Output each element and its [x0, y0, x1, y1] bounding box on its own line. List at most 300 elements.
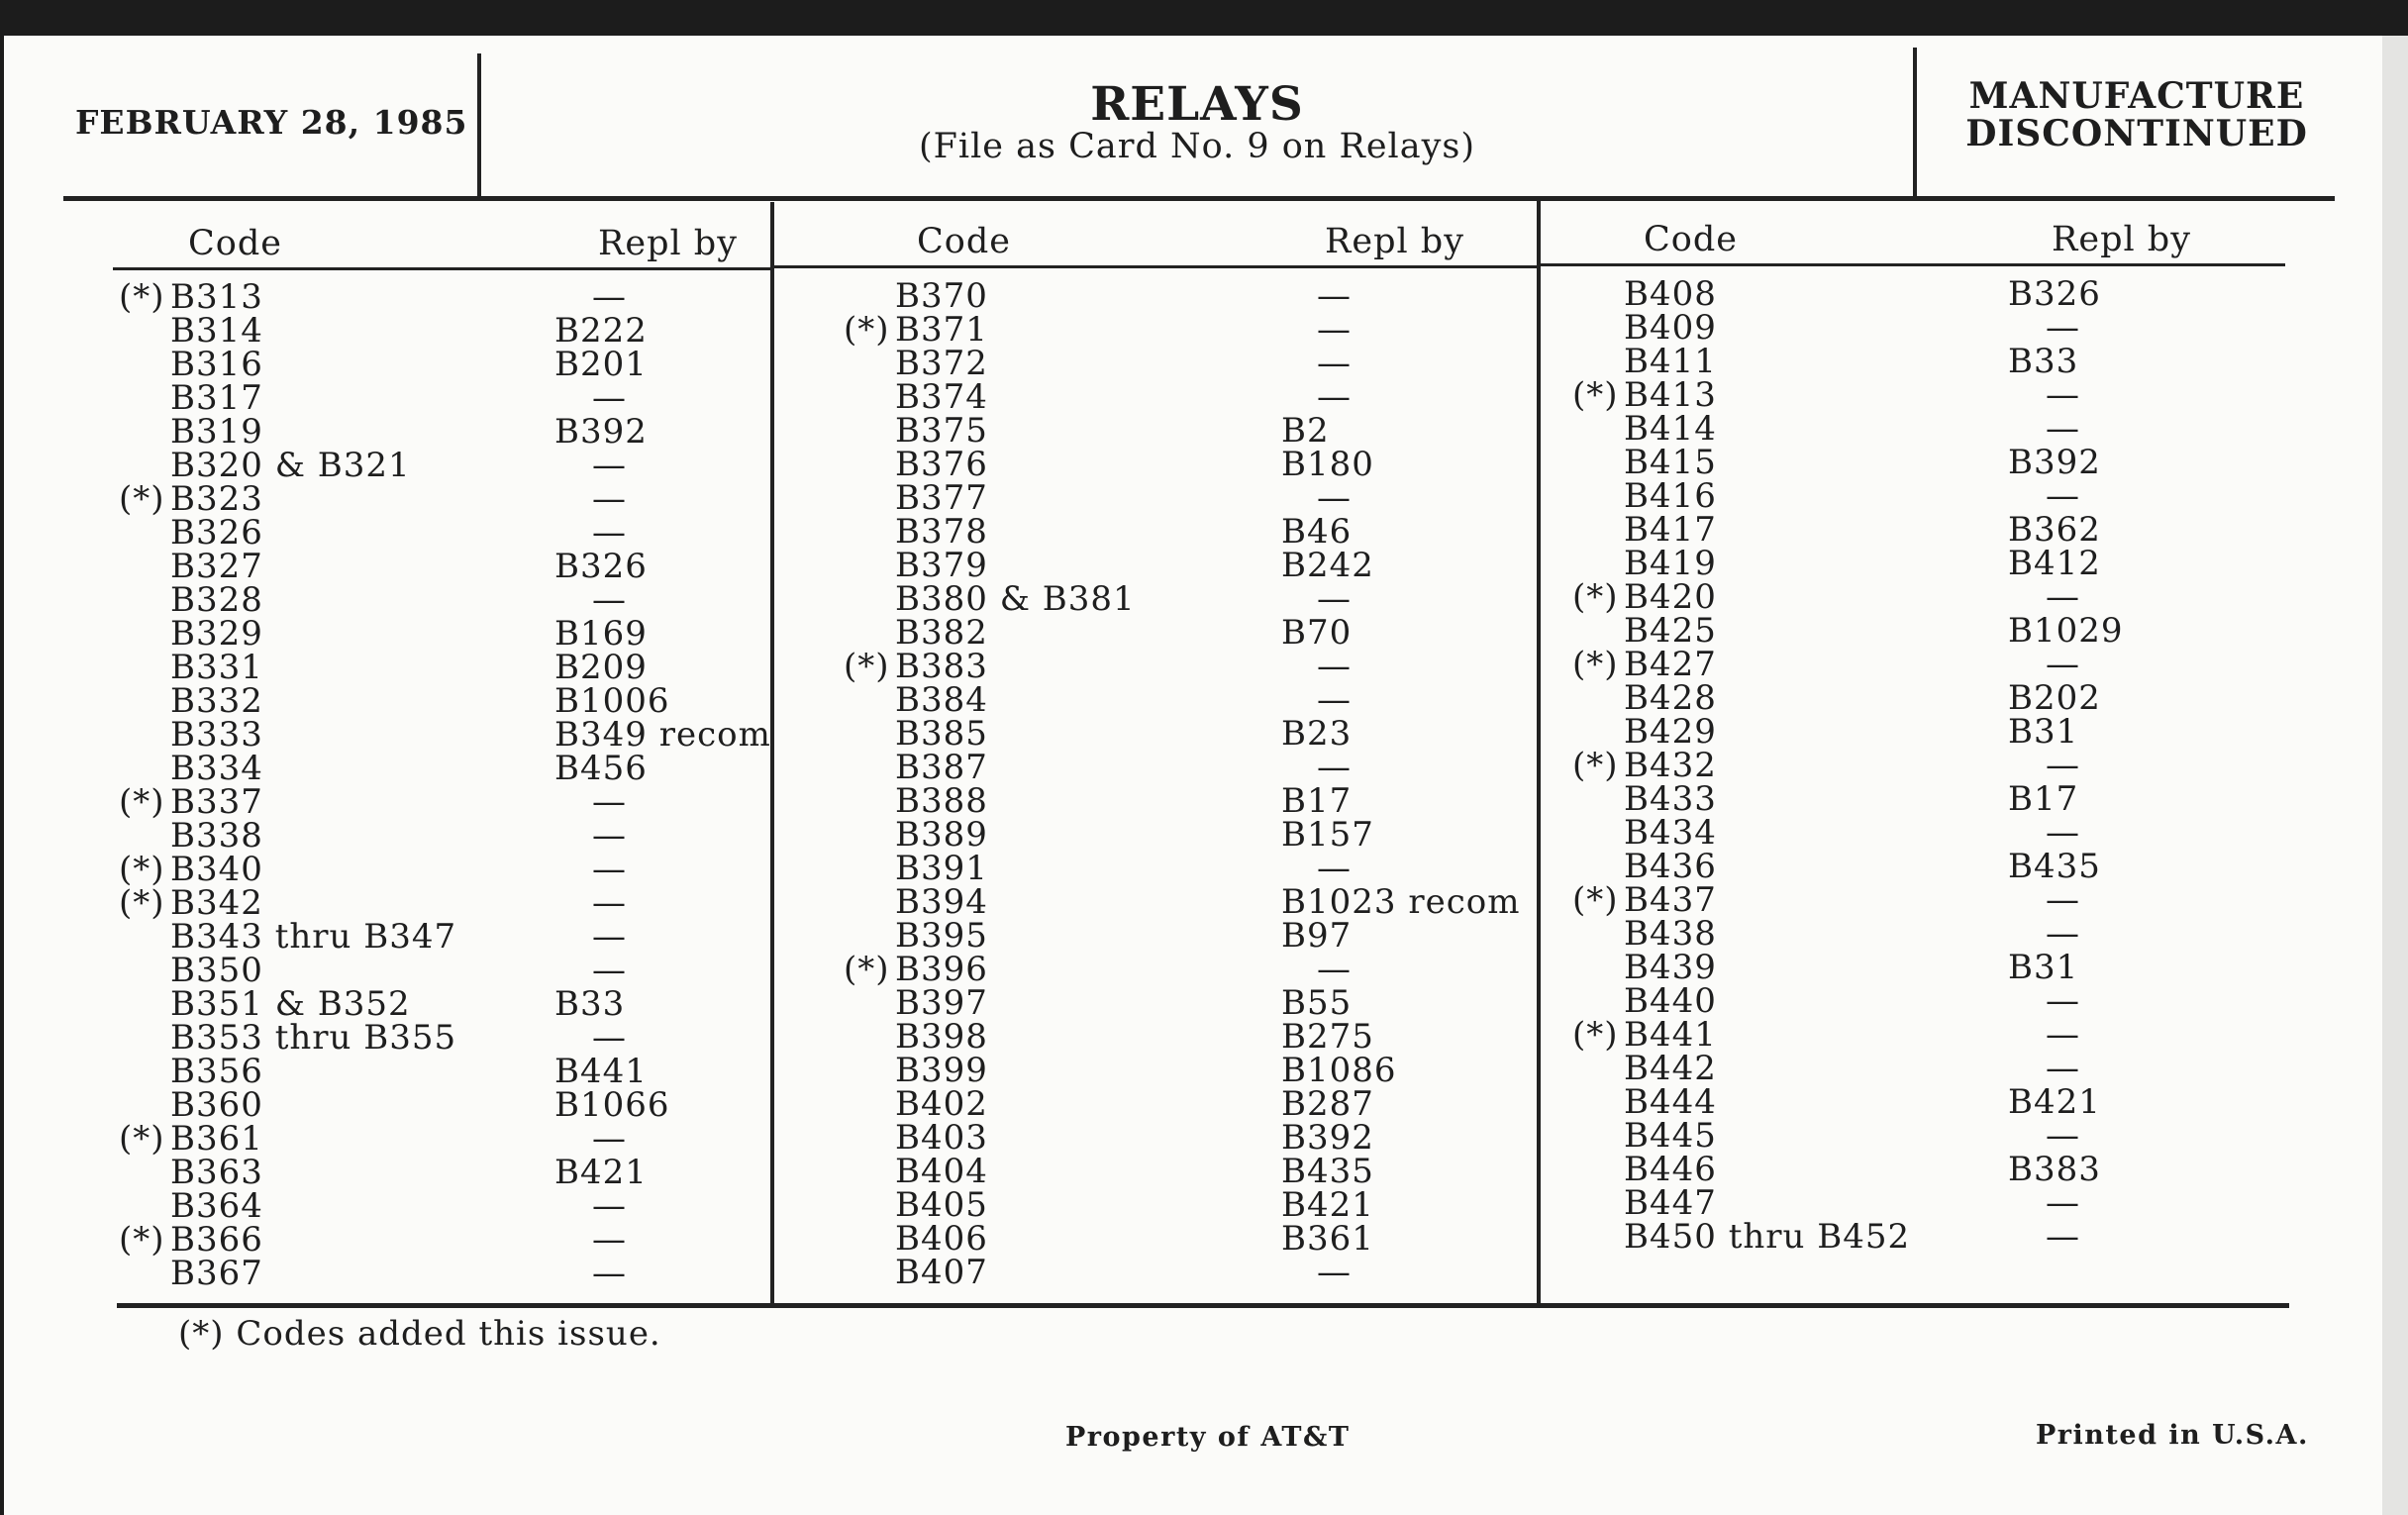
relay-column-3	[1572, 274, 2265, 1257]
added-marker: (*)	[1572, 375, 1619, 415]
table-row	[844, 1118, 1517, 1158]
table-row	[119, 648, 762, 687]
table-row	[1572, 1217, 2265, 1257]
relay-code: B446	[1624, 1150, 1717, 1189]
relay-code: B399	[895, 1051, 988, 1090]
added-marker: (*)	[1572, 746, 1619, 785]
replacement-code: B392	[2008, 443, 2101, 482]
table-row	[119, 850, 762, 889]
column-header-rule-2	[774, 265, 1539, 268]
replacement-code: —	[1317, 849, 1352, 888]
table-row	[1572, 948, 2265, 987]
relay-code: B402	[895, 1084, 988, 1124]
header-rule	[63, 196, 2335, 201]
replacement-code: B435	[2008, 847, 2101, 886]
relay-code: B389	[895, 815, 988, 855]
col1-code-header: Code	[188, 224, 282, 263]
table-row	[119, 1220, 762, 1260]
replacement-code: B31	[2008, 712, 2079, 752]
relay-code: B328	[170, 580, 263, 620]
table-row	[119, 311, 762, 351]
relay-code: B364	[170, 1186, 263, 1226]
replacement-code: B157	[1281, 815, 1374, 855]
relay-code: B334	[170, 749, 263, 788]
table-row	[119, 412, 762, 452]
replacement-code: B349 recom	[554, 715, 771, 755]
replacement-code: B287	[1281, 1084, 1374, 1124]
relay-code: B417	[1624, 510, 1717, 550]
relay-code: B444	[1624, 1082, 1717, 1122]
col2-code-header: Code	[917, 222, 1011, 261]
table-row	[844, 680, 1517, 720]
page-subtitle: (File as Card No. 9 on Relays)	[918, 127, 1475, 166]
footnote: (*) Codes added this issue.	[178, 1314, 661, 1354]
replacement-code: —	[2046, 645, 2080, 684]
table-row	[844, 1185, 1517, 1225]
added-marker: (*)	[1572, 880, 1619, 920]
replacement-code: B70	[1281, 613, 1353, 653]
table-row	[1572, 342, 2265, 381]
table-row	[119, 580, 762, 620]
table-row	[119, 1153, 762, 1192]
property-notice: Property of AT&T	[1065, 1422, 1351, 1453]
relay-code: B433	[1624, 779, 1717, 819]
relay-code: B427	[1624, 645, 1717, 684]
replacement-code: —	[2046, 375, 2080, 415]
replacement-code: B392	[1281, 1118, 1374, 1158]
relay-code: B436	[1624, 847, 1717, 886]
relay-code: B331	[170, 648, 263, 687]
relay-code: B338	[170, 816, 263, 856]
table-row	[1572, 813, 2265, 853]
table-row	[1572, 409, 2265, 449]
table-row	[844, 1084, 1517, 1124]
table-row	[119, 681, 762, 721]
added-marker: (*)	[119, 277, 165, 317]
relay-code: B340	[170, 850, 263, 889]
relay-code: B323	[170, 479, 263, 519]
replacement-code: —	[1317, 950, 1352, 989]
replacement-code: —	[1317, 276, 1352, 316]
relay-code: B391	[895, 849, 988, 888]
column-divider-1	[770, 202, 774, 1307]
replacement-code: —	[592, 1018, 627, 1058]
replacement-code: —	[2046, 1049, 2080, 1088]
table-row	[1572, 712, 2265, 752]
added-marker: (*)	[119, 1119, 165, 1159]
relay-code: B388	[895, 781, 988, 821]
replacement-code: —	[592, 850, 627, 889]
relay-code: B420	[1624, 577, 1717, 617]
status-stamp	[1919, 77, 2355, 152]
relay-code: B337	[170, 782, 263, 822]
replacement-code: —	[592, 816, 627, 856]
replacement-code: —	[2046, 577, 2080, 617]
relay-code: B317	[170, 378, 263, 418]
table-row	[119, 917, 762, 957]
table-row	[1572, 274, 2265, 314]
added-marker: (*)	[119, 883, 165, 923]
table-row	[119, 984, 762, 1024]
relay-code: B450 thru B452	[1624, 1217, 1911, 1257]
replacement-code: B392	[554, 412, 648, 452]
replacement-code: —	[1317, 310, 1352, 350]
replacement-code: B23	[1281, 714, 1353, 754]
relay-code: B397	[895, 983, 988, 1023]
table-row	[1572, 308, 2265, 348]
column-header-rule-1	[113, 267, 772, 270]
replacement-code: —	[2046, 1183, 2080, 1223]
relay-code: B375	[895, 411, 988, 451]
replacement-code: B1066	[554, 1085, 670, 1125]
printed-notice: Printed in U.S.A.	[2036, 1420, 2309, 1451]
replacement-code: B17	[2008, 779, 2079, 819]
relay-code: B319	[170, 412, 263, 452]
table-row	[1572, 678, 2265, 718]
issue-date: FEBRUARY 28, 1985	[75, 103, 468, 142]
status-line-1: MANUFACTURE	[1968, 75, 2305, 117]
table-row	[119, 749, 762, 788]
table-row	[1572, 914, 2265, 954]
replacement-code: B421	[554, 1153, 648, 1192]
replacement-code: —	[592, 513, 627, 553]
table-row	[119, 1052, 762, 1091]
added-marker: (*)	[844, 950, 890, 989]
table-row	[119, 345, 762, 384]
table-row	[119, 277, 762, 317]
table-row	[119, 1186, 762, 1226]
relay-code: B376	[895, 445, 988, 484]
relay-column-1	[119, 277, 771, 1293]
relay-code: B343 thru B347	[170, 917, 457, 957]
replacement-code: B326	[2008, 274, 2101, 314]
replacement-code: —	[2046, 409, 2080, 449]
replacement-code: —	[592, 782, 627, 822]
table-row	[844, 815, 1517, 855]
table-row	[1572, 375, 2265, 415]
added-marker: (*)	[119, 782, 165, 822]
replacement-code: B222	[554, 311, 648, 351]
table-row	[119, 378, 762, 418]
table-row	[844, 950, 1517, 989]
relay-code: B380 & B381	[895, 579, 1136, 619]
relay-code: B314	[170, 311, 263, 351]
table-row	[844, 276, 1517, 316]
table-row	[844, 983, 1517, 1023]
relay-code: B374	[895, 377, 988, 417]
table-row	[119, 479, 762, 519]
relay-code: B405	[895, 1185, 988, 1225]
relay-code: B379	[895, 546, 988, 585]
replacement-code: B1029	[2008, 611, 2124, 651]
relay-code: B316	[170, 345, 263, 384]
replacement-code: —	[1317, 478, 1352, 518]
relay-code: B398	[895, 1017, 988, 1057]
relay-code: B425	[1624, 611, 1717, 651]
relay-code: B332	[170, 681, 263, 721]
status-line-2: DISCONTINUED	[1965, 113, 2308, 154]
relay-code: B419	[1624, 544, 1717, 583]
table-row	[844, 849, 1517, 888]
replacement-code: B362	[2008, 510, 2101, 550]
replacement-code: —	[592, 479, 627, 519]
relay-code: B414	[1624, 409, 1717, 449]
replacement-code: —	[1317, 748, 1352, 787]
table-row	[1572, 476, 2265, 516]
table-row	[844, 546, 1517, 585]
replacement-code: —	[1317, 579, 1352, 619]
table-row	[119, 816, 762, 856]
relay-code: B394	[895, 882, 988, 922]
replacement-code: B1086	[1281, 1051, 1397, 1090]
table-row	[119, 547, 762, 586]
replacement-code: —	[592, 1186, 627, 1226]
added-marker: (*)	[119, 1220, 165, 1260]
table-row	[119, 1254, 762, 1293]
table-row	[1572, 611, 2265, 651]
table-row	[1572, 1015, 2265, 1055]
table-row	[119, 513, 762, 553]
relay-code: B429	[1624, 712, 1717, 752]
relay-code: B441	[1624, 1015, 1717, 1055]
replacement-code: —	[592, 580, 627, 620]
page-title: RELAYS	[1090, 77, 1304, 132]
replacement-code: B441	[554, 1052, 648, 1091]
relay-code: B363	[170, 1153, 263, 1192]
table-row	[1572, 779, 2265, 819]
table-row	[844, 310, 1517, 350]
replacement-code: B421	[1281, 1185, 1374, 1225]
replacement-code: B202	[2008, 678, 2101, 718]
replacement-code: B275	[1281, 1017, 1374, 1057]
table-row	[844, 882, 1521, 922]
relay-code: B327	[170, 547, 263, 586]
relay-code: B366	[170, 1220, 263, 1260]
replacement-code: —	[592, 277, 627, 317]
table-row	[119, 715, 771, 755]
replacement-code: —	[2046, 813, 2080, 853]
table-row	[844, 748, 1517, 787]
added-marker: (*)	[844, 647, 890, 686]
relay-code: B370	[895, 276, 988, 316]
table-row	[844, 1152, 1517, 1191]
relay-code: B350	[170, 951, 263, 990]
relay-code: B415	[1624, 443, 1717, 482]
replacement-code: B55	[1281, 983, 1353, 1023]
relay-code: B377	[895, 478, 988, 518]
replacement-code: —	[592, 917, 627, 957]
replacement-code: —	[1317, 680, 1352, 720]
replacement-code: B33	[2008, 342, 2079, 381]
table-row	[844, 647, 1517, 686]
relay-code: B437	[1624, 880, 1717, 920]
replacement-code: —	[592, 883, 627, 923]
replacement-code: —	[2046, 308, 2080, 348]
relay-code: B361	[170, 1119, 263, 1159]
replacement-code: B361	[1281, 1219, 1374, 1259]
col1-repl-header: Repl by	[598, 224, 738, 263]
table-row	[844, 377, 1517, 417]
replacement-code: —	[1317, 647, 1352, 686]
replacement-code: B201	[554, 345, 648, 384]
replacement-code: —	[592, 446, 627, 485]
table-row	[119, 614, 762, 654]
added-marker: (*)	[119, 850, 165, 889]
table-row	[844, 1219, 1517, 1259]
table-row	[844, 714, 1517, 754]
table-row	[119, 1018, 762, 1058]
table-row	[1572, 1150, 2265, 1189]
relay-code: B353 thru B355	[170, 1018, 457, 1058]
table-row	[844, 445, 1517, 484]
replacement-code: B97	[1281, 916, 1353, 956]
replacement-code: —	[2046, 746, 2080, 785]
replacement-code: —	[1317, 344, 1352, 383]
added-marker: (*)	[1572, 645, 1619, 684]
table-row	[1572, 981, 2265, 1021]
relay-column-2	[844, 276, 1521, 1292]
table-row	[844, 478, 1517, 518]
replacement-code: B412	[2008, 544, 2101, 583]
replacement-code: B209	[554, 648, 648, 687]
table-row	[1572, 1183, 2265, 1223]
header-divider-right	[1913, 48, 1917, 196]
relay-code: B360	[170, 1085, 263, 1125]
relay-code: B434	[1624, 813, 1717, 853]
replacement-code: —	[592, 1254, 627, 1293]
replacement-code: B1023 recom	[1281, 882, 1521, 922]
replacement-code: —	[2046, 1015, 2080, 1055]
table-row	[844, 613, 1517, 653]
table-row	[1572, 645, 2265, 684]
replacement-code: B46	[1281, 512, 1353, 552]
relay-code: B416	[1624, 476, 1717, 516]
table-row	[844, 1253, 1517, 1292]
table-row	[119, 951, 762, 990]
table-row	[844, 781, 1517, 821]
replacement-code: —	[592, 1220, 627, 1260]
relay-code: B385	[895, 714, 988, 754]
table-row	[1572, 510, 2265, 550]
table-row	[1572, 443, 2265, 482]
table-row	[1572, 577, 2265, 617]
replacement-code: —	[2046, 476, 2080, 516]
table-row	[1572, 1049, 2265, 1088]
relay-code: B329	[170, 614, 263, 654]
col2-repl-header: Repl by	[1325, 222, 1464, 261]
table-row	[119, 446, 762, 485]
relay-code: B407	[895, 1253, 988, 1292]
table-row	[844, 916, 1517, 956]
table-row	[1572, 544, 2265, 583]
table-row	[1572, 847, 2265, 886]
relay-code: B408	[1624, 274, 1717, 314]
table-row	[119, 883, 762, 923]
relay-code: B445	[1624, 1116, 1717, 1156]
relay-code: B440	[1624, 981, 1717, 1021]
table-row	[1572, 880, 2265, 920]
table-row	[844, 579, 1517, 619]
replacement-code: B421	[2008, 1082, 2101, 1122]
replacement-code: —	[2046, 981, 2080, 1021]
relay-code: B351 & B352	[170, 984, 411, 1024]
relay-code: B342	[170, 883, 263, 923]
relay-code: B406	[895, 1219, 988, 1259]
column-header-rule-3	[1541, 263, 2285, 266]
relay-code: B383	[895, 647, 988, 686]
table-row	[119, 782, 762, 822]
relay-code: B313	[170, 277, 263, 317]
relay-code: B320 & B321	[170, 446, 411, 485]
table-bottom-rule	[117, 1303, 2289, 1308]
replacement-code: B456	[554, 749, 648, 788]
table-row	[119, 1085, 762, 1125]
relay-code: B372	[895, 344, 988, 383]
table-row	[1572, 1082, 2265, 1122]
replacement-code: B17	[1281, 781, 1353, 821]
added-marker: (*)	[119, 479, 165, 519]
relay-code: B371	[895, 310, 988, 350]
replacement-code: B383	[2008, 1150, 2101, 1189]
relay-code: B447	[1624, 1183, 1717, 1223]
relay-code: B378	[895, 512, 988, 552]
relay-code: B356	[170, 1052, 263, 1091]
replacement-code: B2	[1281, 411, 1330, 451]
replacement-code: B169	[554, 614, 648, 654]
relay-code: B428	[1624, 678, 1717, 718]
relay-code: B409	[1624, 308, 1717, 348]
relay-code: B387	[895, 748, 988, 787]
column-divider-2	[1537, 200, 1541, 1305]
replacement-code: —	[2046, 1116, 2080, 1156]
replacement-code: B435	[1281, 1152, 1374, 1191]
relay-code: B326	[170, 513, 263, 553]
table-row	[844, 1017, 1517, 1057]
relay-code: B367	[170, 1254, 263, 1293]
replacement-code: —	[1317, 377, 1352, 417]
relay-code: B439	[1624, 948, 1717, 987]
relay-code: B438	[1624, 914, 1717, 954]
replacement-code: —	[592, 378, 627, 418]
replacement-code: —	[1317, 1253, 1352, 1292]
replacement-code: —	[2046, 1217, 2080, 1257]
replacement-code: —	[592, 951, 627, 990]
replacement-code: B242	[1281, 546, 1374, 585]
table-row	[844, 512, 1517, 552]
relay-code: B413	[1624, 375, 1717, 415]
replacement-code: B1006	[554, 681, 670, 721]
replacement-code: B326	[554, 547, 648, 586]
replacement-code: B31	[2008, 948, 2079, 987]
replacement-code: —	[2046, 914, 2080, 954]
relay-code: B382	[895, 613, 988, 653]
relay-code: B403	[895, 1118, 988, 1158]
table-row	[844, 411, 1517, 451]
relay-code: B395	[895, 916, 988, 956]
col3-code-header: Code	[1644, 220, 1738, 259]
table-row	[1572, 1116, 2265, 1156]
replacement-code: B33	[554, 984, 626, 1024]
replacement-code: —	[2046, 880, 2080, 920]
relay-code: B384	[895, 680, 988, 720]
relay-code: B411	[1624, 342, 1717, 381]
added-marker: (*)	[844, 310, 890, 350]
col3-repl-header: Repl by	[2052, 220, 2191, 259]
added-marker: (*)	[1572, 1015, 1619, 1055]
relay-code: B404	[895, 1152, 988, 1191]
table-row	[1572, 746, 2265, 785]
card-right-edge	[2382, 36, 2408, 1515]
